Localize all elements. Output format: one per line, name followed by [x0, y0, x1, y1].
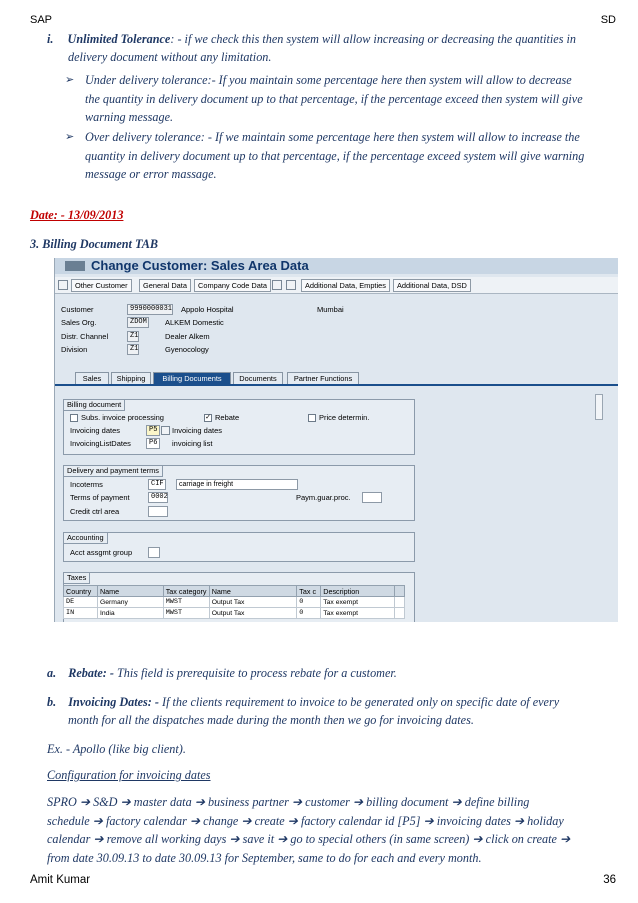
sales-org-label: Sales Org.: [61, 318, 97, 327]
footer-author: Amit Kumar: [30, 874, 91, 886]
unlimited-title: Unlimited Tolerance: [67, 32, 171, 46]
tab-billing-documents[interactable]: Billing Documents: [153, 372, 231, 385]
cell: India: [97, 608, 163, 619]
cell: MWST: [163, 597, 209, 608]
col-tax-category[interactable]: Tax category: [163, 586, 209, 597]
paym-guar-label: Paym.guar.proc.: [296, 493, 351, 502]
col-name[interactable]: Name: [97, 586, 163, 597]
sap-toolbar: [55, 277, 618, 294]
subs-invoice-checkbox[interactable]: [70, 414, 78, 422]
config-line: from date 30.09.13 to date 30.09.13 for September, same to do for each and every month.: [47, 850, 482, 865]
rebate-checkbox[interactable]: ✓: [205, 414, 211, 421]
price-determ-label: Price determin.: [319, 413, 370, 422]
over-delivery-line3: message or error massage.: [85, 167, 217, 181]
table-header-row: [64, 586, 405, 597]
credit-ctrl-label: Credit ctrl area: [70, 507, 120, 516]
delivery-group-title: Delivery and payment terms: [64, 466, 163, 477]
rebate-title: Rebate: -: [68, 666, 114, 680]
general-data-button[interactable]: General Data: [139, 279, 191, 292]
invoicing-list-label: InvoicingListDates: [70, 439, 131, 448]
note-invoicing-dates: [47, 693, 617, 712]
list-marker: i.: [47, 32, 54, 46]
under-delivery-item: [65, 71, 617, 127]
invoicing-dates-label: Invoicing dates: [70, 426, 121, 435]
sap-title-bar: [55, 258, 618, 274]
tab-documents[interactable]: Documents: [233, 372, 283, 385]
distr-channel-desc: Dealer Alkem: [165, 332, 210, 341]
cell: Tax exempt: [321, 608, 395, 619]
window-icon: [65, 261, 85, 271]
col-description[interactable]: Description: [321, 586, 395, 597]
invoicing-title: Invoicing Dates: -: [68, 695, 159, 709]
billing-group-title: Billing document: [64, 400, 125, 411]
rebate-text: This field is prerequisite to process rebate for a customer.: [113, 666, 397, 680]
over-delivery-line1: Over delivery tolerance: - If we maintain some percentage here then system will allow to increase the: [85, 130, 580, 144]
over-delivery-line2: quantity in delivery document up to that percentage, if the percentage exceed system will give warning: [85, 148, 585, 163]
under-delivery-line3: warning message.: [85, 110, 174, 124]
example-line: Ex. - Apollo (like big client).: [47, 742, 186, 756]
acct-assgmt-field[interactable]: [148, 547, 160, 558]
invoicing-dates-field[interactable]: P5: [146, 425, 160, 436]
unlimited-line2: delivery document without any limitation.: [68, 50, 272, 64]
terms-of-payment-label: Terms of payment: [70, 493, 130, 502]
company-code-data-button[interactable]: Company Code Data: [194, 279, 271, 292]
config-title: Configuration for invoicing dates: [47, 768, 211, 782]
cell: DE: [64, 597, 98, 608]
acct-assgmt-label: Acct assgmt group: [70, 548, 133, 557]
tab-shipping[interactable]: Shipping: [111, 372, 151, 385]
cell: Output Tax: [209, 597, 297, 608]
invoicing-text2: month for all the dispatches made during the month then we go for invoicing dates.: [68, 713, 474, 727]
subs-invoice-label: Subs. invoice processing: [81, 413, 164, 422]
header-left: SAP: [30, 14, 53, 26]
accounting-group: [63, 532, 415, 562]
search-help-icon[interactable]: [161, 426, 170, 435]
section-title: 3. Billing Document TAB: [30, 237, 158, 251]
incoterms-label: Incoterms: [70, 480, 103, 489]
config-line: schedule ➔ factory calendar ➔ change ➔ create ➔ factory calendar id [P5] ➔ invoicing dates ➔ holiday: [47, 813, 564, 828]
invoicing-text1: If the clients requirement to invoice to be generated only on specific date of every: [158, 695, 560, 709]
footer-page-number: 36: [603, 874, 616, 886]
arrow-bullet-icon: ➢: [65, 74, 75, 86]
incoterms-field[interactable]: CIF: [148, 479, 166, 490]
billing-document-group: [63, 399, 415, 455]
sales-org-desc: ALKEM Domestic: [165, 318, 224, 327]
paym-guar-field[interactable]: [362, 492, 382, 503]
rebate-label: Rebate: [215, 413, 240, 422]
other-customer-button[interactable]: Other Customer: [71, 279, 132, 292]
cell: Germany: [97, 597, 163, 608]
tab-partner-functions[interactable]: Partner Functions: [287, 372, 359, 385]
division-field[interactable]: Z1: [127, 344, 139, 355]
customer-label: Customer: [61, 305, 94, 314]
credit-ctrl-field[interactable]: [148, 506, 168, 517]
config-line: calendar ➔ remove all working days ➔ save it ➔ go to special others (in same screen) ➔ click on create ➔: [47, 832, 571, 846]
arrow-bullet-icon: ➢: [65, 131, 75, 143]
list-marker: b.: [47, 695, 57, 709]
table-settings-icon[interactable]: [394, 586, 404, 597]
cell[interactable]: 0: [297, 608, 321, 619]
tab-underline: [55, 384, 618, 386]
table-row[interactable]: [64, 597, 405, 608]
division-desc: Gyenocology: [165, 345, 209, 354]
sales-org-field[interactable]: ZDOM: [127, 317, 149, 328]
additional-data-dsd-button[interactable]: Additional Data, DSD: [393, 279, 471, 292]
unlimited-line1: : - if we check this then system will allow increasing or decreasing the quantities in: [170, 32, 576, 46]
customer-name: Appolo Hospital: [181, 305, 234, 314]
customer-city: Mumbai: [317, 305, 344, 314]
col-tax-class[interactable]: Tax c: [297, 586, 321, 597]
cell: [394, 597, 404, 608]
date-line: Date: - 13/09/2013: [30, 208, 124, 222]
config-path: [47, 793, 619, 867]
delivery-payment-group: [63, 465, 415, 521]
table-row[interactable]: [64, 608, 405, 619]
cell: MWST: [163, 608, 209, 619]
invoicing-list-desc: invoicing list: [172, 439, 213, 448]
distr-channel-field[interactable]: Z1: [127, 331, 139, 342]
cell: Output Tax: [209, 608, 297, 619]
under-delivery-line1: Under delivery tolerance:- If you maintain some percentage here then system will allow to decrease: [85, 73, 572, 87]
note-rebate: [47, 664, 617, 683]
price-determ-checkbox[interactable]: [308, 414, 316, 422]
cell: [394, 608, 404, 619]
invoicing-list-field[interactable]: P6: [146, 438, 160, 449]
cell[interactable]: 0: [297, 597, 321, 608]
over-delivery-item: [65, 128, 617, 184]
taxes-table: [63, 585, 405, 619]
cell: Tax exempt: [321, 597, 395, 608]
nav-icon[interactable]: [58, 280, 68, 290]
sap-screenshot: [54, 258, 618, 622]
distr-channel-label: Distr. Channel: [61, 332, 109, 341]
vertical-scrollbar[interactable]: [595, 394, 603, 420]
config-line: SPRO ➔ S&D ➔ master data ➔ business partner ➔ customer ➔ billing document ➔ define billing: [47, 795, 530, 809]
display-icon[interactable]: [286, 280, 296, 290]
list-marker: a.: [47, 666, 57, 680]
header-right: SD: [600, 14, 616, 26]
save-icon[interactable]: [272, 280, 282, 290]
taxes-group-title: Taxes: [64, 573, 90, 584]
accounting-group-title: Accounting: [64, 533, 108, 544]
unlimited-tolerance: [47, 30, 617, 49]
division-label: Division: [61, 345, 88, 354]
col-country[interactable]: Country: [64, 586, 98, 597]
incoterms-text-field[interactable]: carriage in freight: [176, 479, 298, 490]
terms-of-payment-field[interactable]: 0002: [148, 492, 168, 503]
additional-data-empties-button[interactable]: Additional Data, Empties: [301, 279, 390, 292]
under-delivery-line2: the quantity in delivery document up to that percentage, if the percentage exceed then system will give: [85, 91, 583, 106]
col-name-2[interactable]: Name: [209, 586, 297, 597]
customer-field[interactable]: 9990000031: [127, 304, 173, 315]
sap-window-title: Change Customer: Sales Area Data: [91, 258, 309, 273]
cell: IN: [64, 608, 98, 619]
tab-sales[interactable]: Sales: [75, 372, 109, 385]
invoicing-dates-desc: Invoicing dates: [172, 426, 223, 435]
